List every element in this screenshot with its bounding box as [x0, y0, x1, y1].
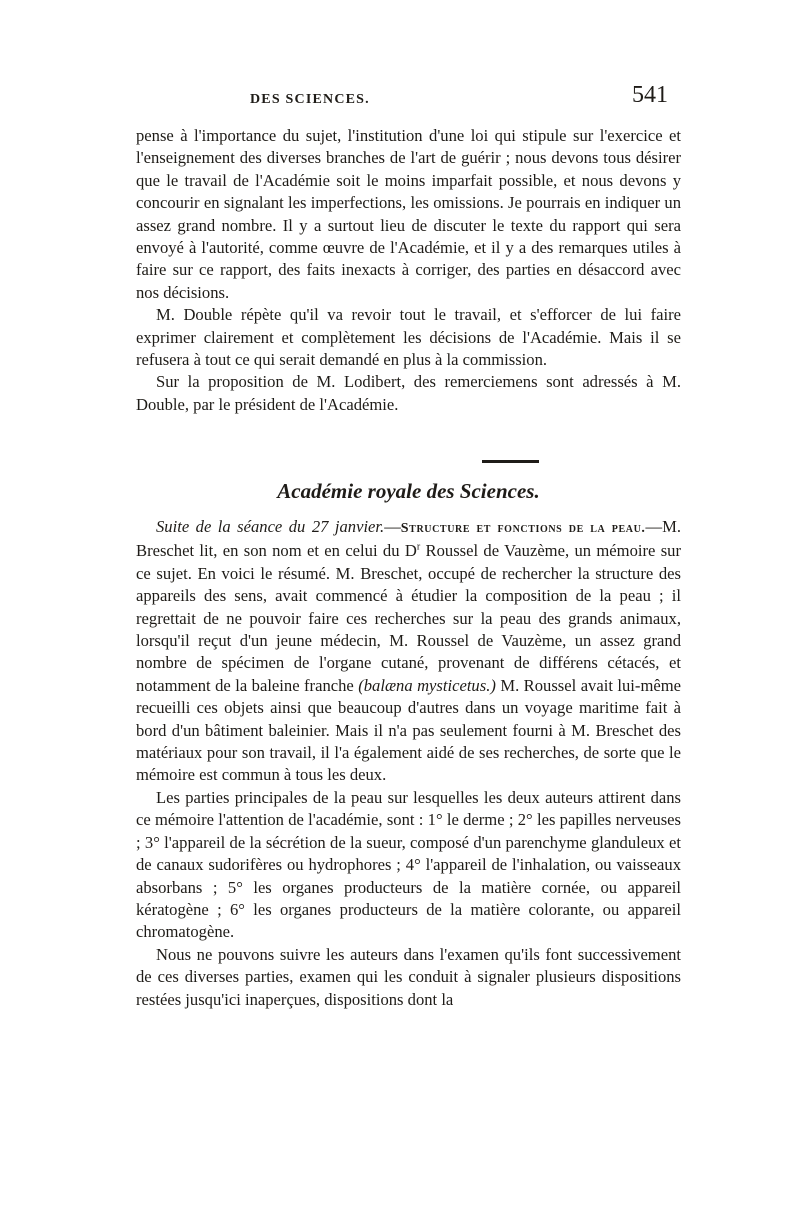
seance-date: Suite de la séance du 27 janvier. [156, 517, 385, 536]
lead-text-part-1: —M. Breschet lit, en son nom et en celui du D [136, 517, 681, 561]
page-number: 541 [632, 82, 668, 108]
lead-text-part-3: M. Roussel avait lui-même recueilli ces objets ainsi que beaucoup d'autres dans un voyage maritime fait à bord d'un bâtiment baleinier. Mais il n'a pas seulement fourni à M. Breschet des matériaux pour son travail, il l'a également aidé de ses recherches, de sorte que le mémoire est commun à tous les deux. [136, 675, 681, 785]
paragraph-continuation: pense à l'importance du sujet, l'institution d'une loi qui stipule sur l'exercice et l'enseignement des diverses branches de l'art de guérir ; nous devons tous désirer que le travail de l'Académie soit le moins imparfait possible, et nous devons y concourir en signalant les imperfections, les omissions. Je pourrais en indiquer un assez grand nombre. Il y a surtout lieu de discuter le texte du rapport qui sera envoyé à l'autorité, comme œuvre de l'Académie, et il y a des remarques utiles à faire sur ce rapport, des faits inexacts à corriger, des parties en désaccord avec nos décisions. [136, 126, 681, 302]
academie-sciences-text [136, 516, 681, 1011]
academie-medecine-text [136, 125, 681, 416]
section-title: Académie royale des Sciences. [277, 479, 540, 503]
latin-species-name: (balæna mysticetus.) [353, 675, 496, 695]
paragraph-double-response: M. Double répète qu'il va revoir tout le travail, et s'efforcer de lui faire exprimer clairement et complètement les décisions de l'Académie. Mais il se refusera à tout ce qui serait demandé en plus à la commission. [136, 305, 681, 370]
paragraph-lodibert-proposal: Sur la proposition de M. Lodibert, des remerciemens sont adressés à M. Double, par le président de l'Académie. [136, 372, 681, 414]
paragraph-skin-parts: Les parties principales de la peau sur lesquelles les deux auteurs attirent dans ce mémoire l'attention de l'académie, sont : 1° le derme ; 2° les papilles nerveuses ; 3° l'appareil de la sécrétion de la sueur, composé d'un parenchyme glanduleux et de canaux sudorifères ou hydrophores ; 4° l'appareil de l'inhalation, ou vaisseaux absorbans ; 5° les organes producteurs de la matière cornée, ou appareil kératogène ; 6° les organes producteurs de la matière colorante, ou appareil chromatogène. [136, 787, 681, 942]
paragraph-seance-lead [136, 516, 681, 787]
paragraph-examination: Nous ne pouvons suivre les auteurs dans l'examen qu'ils font successivement de ces diverses parties, examen qui les conduit à signaler plusieurs dispositions restées jusqu'ici inaperçues, dispositions dont la [136, 944, 681, 1009]
lead-dash: — [384, 517, 401, 536]
subject-heading: Structure et fonctions de la peau. [400, 521, 646, 536]
running-head-title: DES SCIENCES. [250, 92, 370, 107]
doctor-superscript: r [416, 541, 421, 553]
lead-text-part-2: Roussel de Vauzème, un mémoire sur ce sujet. En voici le résumé. M. Breschet, occupé de rechercher la structure des appareils des sens, avait commencé à étudier la composition de la peau ; il regrettait de ne pouvoir faire ces recherches sur la peau des grands animaux, lorsqu'il reçut d'un jeune médecin, M. Roussel de Vauzème, un assez grand nombre de spécimen de l'organe cutané, provenant de différens cétacés, et notamment de la baleine franche [136, 541, 681, 695]
section-divider [482, 460, 539, 463]
